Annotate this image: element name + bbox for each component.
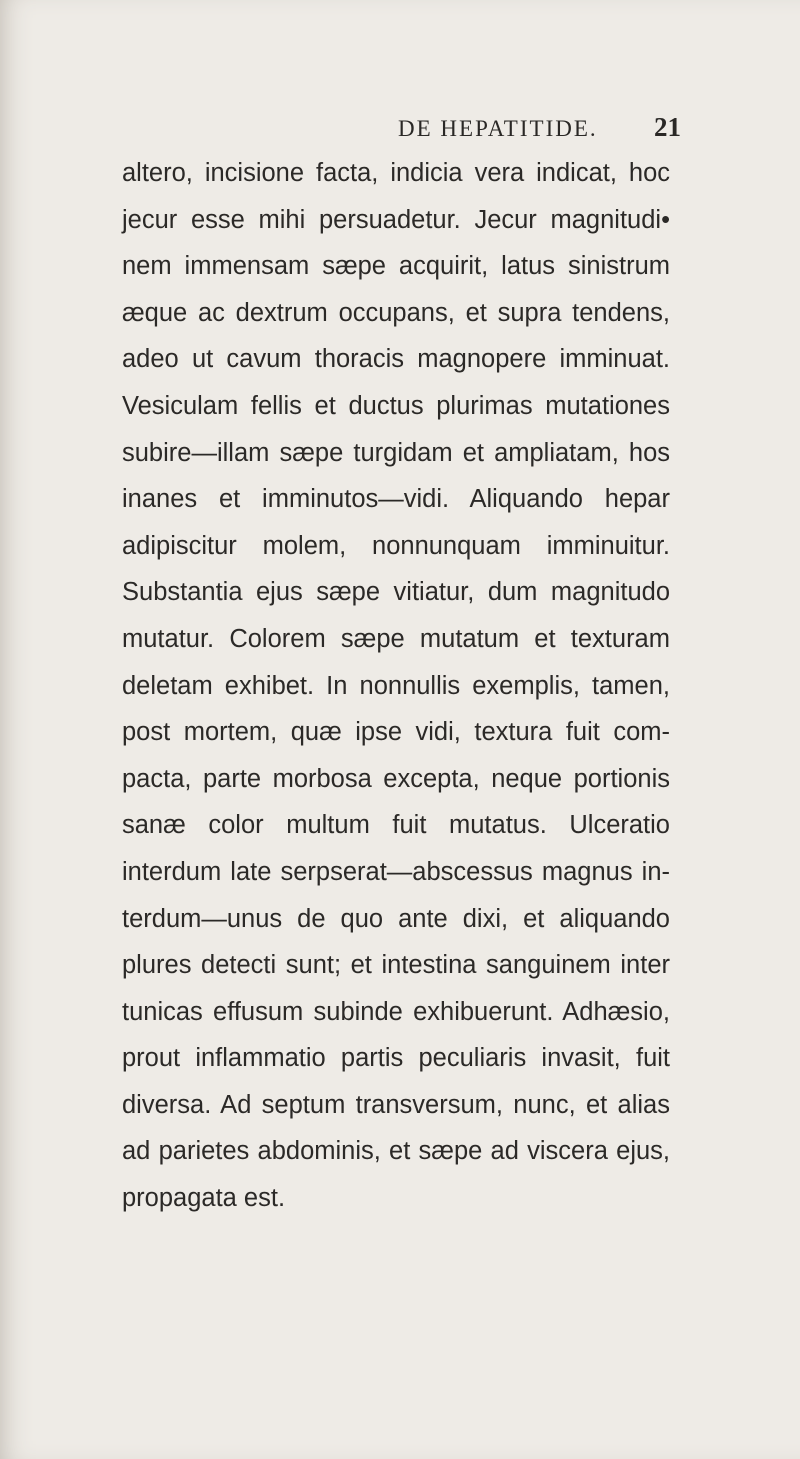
- text-line: mutatur. Colorem sæpe mutatum et texturam: [122, 624, 670, 653]
- text-line: ad parietes abdominis, et sæpe ad viscera ejus,: [122, 1137, 670, 1166]
- text-line: tunicas effusum subinde exhibuerunt. Adhæsio,: [122, 997, 670, 1026]
- text-line: interdum late serpserat—abscessus magnus in-: [122, 857, 670, 886]
- text-line: sanæ color multum fuit mutatus. Ulceratio: [122, 811, 670, 840]
- text-line: adipiscitur molem, nonnunquam imminuitur.: [122, 531, 670, 560]
- text-line: adeo ut cavum thoracis magnopere imminuat.: [122, 345, 670, 374]
- text-line: Vesiculam fellis et ductus plurimas mutationes: [122, 391, 670, 420]
- text-line: subire—illam sæpe turgidam et ampliatam, hos: [122, 438, 670, 467]
- text-line: pacta, parte morbosa excepta, neque portionis: [122, 764, 670, 793]
- text-line: æque ac dextrum occupans, et supra tendens,: [122, 298, 670, 327]
- text-line: jecur esse mihi persuadetur. Jecur magnitudi•: [122, 205, 670, 234]
- text-line: plures detecti sunt; et intestina sanguinem inter: [122, 951, 670, 980]
- text-line: diversa. Ad septum transversum, nunc, et alias: [122, 1090, 670, 1119]
- text-line: prout inflammatio partis peculiaris invasit, fuit: [122, 1044, 670, 1073]
- text-line: nem immensam sæpe acquirit, latus sinistrum: [122, 252, 670, 281]
- text-line: terdum—unus de quo ante dixi, et aliquando: [122, 904, 670, 933]
- running-head: DE HEPATITIDE.: [398, 116, 598, 141]
- text-line: inanes et imminutos—vidi. Aliquando hepar: [122, 485, 670, 514]
- body-text: [122, 150, 670, 1222]
- text-line: Substantia ejus sæpe vitiatur, dum magnitudo: [122, 578, 670, 607]
- text-line: propagata est.: [122, 1184, 286, 1213]
- page-header: [0, 112, 800, 152]
- text-line: deletam exhibet. In nonnullis exemplis, tamen,: [122, 671, 670, 700]
- page-number: 21: [654, 112, 681, 142]
- text-line: altero, incisione facta, indicia vera indicat, hoc: [122, 159, 670, 187]
- text-line: post mortem, quæ ipse vidi, textura fuit com-: [122, 718, 670, 747]
